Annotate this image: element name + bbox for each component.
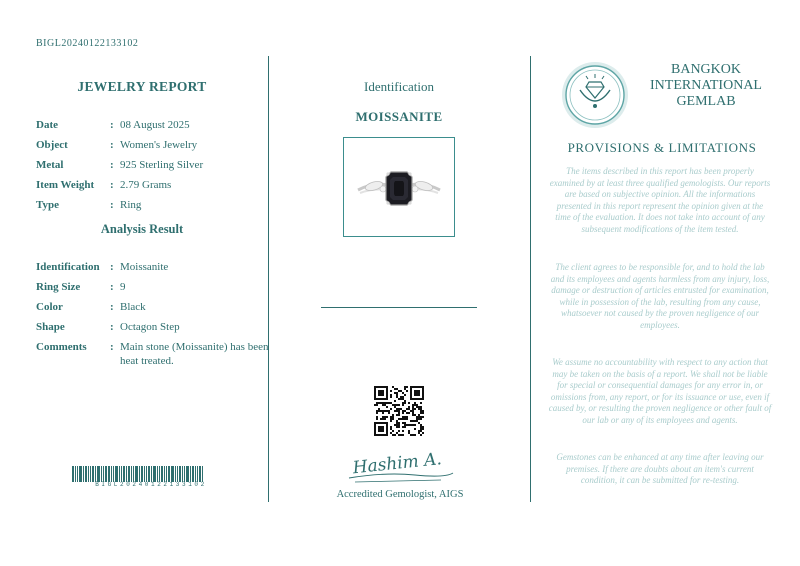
gemologist-title: Accredited Gemologist, AIGS	[336, 489, 464, 500]
barcode-bar	[72, 466, 74, 482]
detail-value: 2.79 Grams	[120, 179, 172, 191]
barcode-bar	[166, 466, 167, 482]
barcode-bar	[92, 466, 94, 482]
barcode-bar	[157, 466, 158, 482]
detail-row-date	[36, 118, 272, 132]
barcode-bar	[113, 466, 114, 482]
barcode-bar	[97, 466, 100, 482]
barcode-bar	[148, 466, 150, 482]
barcode-bar	[164, 466, 165, 482]
detail-label: Type	[36, 199, 60, 211]
colon: :	[110, 261, 114, 273]
barcode-bar	[90, 466, 91, 482]
analysis-row-color	[36, 300, 272, 314]
barcode-bar	[88, 466, 89, 482]
separator-line	[321, 307, 477, 308]
barcode-bar	[186, 466, 189, 482]
barcode-bar	[95, 466, 96, 482]
qr-code	[374, 386, 424, 436]
svg-text:Hashim A.: Hashim A.	[351, 449, 443, 479]
colon: :	[110, 199, 114, 211]
barcode-bar	[126, 466, 127, 482]
analysis-value: Black	[120, 301, 146, 313]
identification-value: MOISSANITE	[355, 109, 443, 124]
barcode-bar	[131, 466, 132, 482]
barcode-bar	[123, 466, 125, 482]
detail-row-weight	[36, 178, 272, 192]
barcode-bar	[151, 466, 152, 482]
detail-value: 925 Sterling Silver	[120, 159, 204, 171]
detail-label: Item Weight	[36, 179, 95, 191]
provision-paragraph-1: The items described in this report has been properly examined by at least three qualified gemologists. Our reports are based on subjective opinion. All the informations presented in this report represent the opinion given at the time of the evaluation. It does not take into account of any subsequent modifications of the item tested.	[549, 166, 771, 234]
details-list	[36, 118, 272, 212]
provisions-title: PROVISIONS & LIMITATIONS	[567, 140, 757, 155]
detail-label: Metal	[36, 159, 64, 171]
barcode-bar	[168, 466, 170, 482]
colon: :	[110, 321, 114, 333]
colon: :	[110, 341, 114, 353]
barcode-bar	[128, 466, 130, 482]
barcode-bar	[171, 466, 174, 482]
identification-label: Identification	[363, 79, 435, 94]
analysis-value: 9	[120, 281, 126, 293]
detail-value: 08 August 2025	[120, 119, 190, 131]
analysis-row-shape	[36, 320, 272, 334]
lab-name-line: BANGKOK	[671, 62, 741, 77]
analysis-label: Shape	[36, 321, 65, 333]
detail-value: Ring	[120, 199, 142, 211]
lab-name-line: GEMLAB	[676, 94, 736, 109]
barcode-bar	[184, 466, 185, 482]
barcode-bar	[139, 466, 140, 482]
barcode-bar	[119, 466, 120, 482]
barcode-bar	[192, 466, 194, 482]
barcode-bar	[79, 466, 82, 482]
detail-row-type	[36, 198, 272, 212]
barcode-bar	[146, 466, 147, 482]
barcode-bar	[199, 466, 201, 482]
barcode	[72, 466, 230, 482]
barcode-bar	[182, 466, 183, 482]
provision-paragraph-2: The client agrees to be responsible for, and to hold the lab and its employees and agents harmless from any injury, loss, damage or destruction of articles entrusted for examination, while in possession of the lab, resulting from any cause, whatsoever not caused by the proven negligence of our employees.	[550, 262, 770, 330]
colon: :	[110, 179, 114, 191]
barcode-bar	[195, 466, 196, 482]
lab-name	[646, 62, 766, 110]
barcode-bar	[115, 466, 118, 482]
barcode-bar	[177, 466, 178, 482]
barcode-bar	[135, 466, 138, 482]
ring-photo	[343, 137, 455, 237]
analysis-row-ring-size	[36, 280, 272, 294]
barcode-bar	[133, 466, 134, 482]
gemlab-emblem	[560, 60, 630, 130]
provision-paragraph-3: We assume no accountability with respect to any action that may be taken on the basis of a report. We shall not be liable for special or consequential damages for any error in, or omissions from, any report, or for its issuance or use, even if caused by, or resulting the proven negligence or other fault of our lab or any of its employees and agents.	[548, 357, 772, 425]
barcode-bar	[121, 466, 122, 482]
detail-label: Object	[36, 139, 68, 151]
detail-label: Date	[36, 119, 58, 131]
barcode-bar	[105, 466, 107, 482]
barcode-bar	[175, 466, 176, 482]
barcode-bar	[161, 466, 163, 482]
barcode-bar	[141, 466, 143, 482]
barcode-bar	[77, 466, 78, 482]
barcode-text: BIGL20240122133102	[95, 481, 207, 488]
barcode-bar	[179, 466, 181, 482]
lab-name-line: INTERNATIONAL	[650, 78, 762, 93]
analysis-row-identification	[36, 260, 272, 274]
report-title: JEWELRY REPORT	[77, 79, 207, 94]
qr-code-image	[374, 386, 424, 436]
signature	[345, 448, 455, 486]
barcode-bar	[85, 466, 87, 482]
colon: :	[110, 139, 114, 151]
detail-row-object	[36, 138, 272, 152]
analysis-label: Comments	[36, 341, 87, 353]
provision-paragraph-4: Gemstones can be enhanced at any time after leaving our premises. If there are doubts about an item's current condition, it can be submitted for re-testing.	[556, 452, 764, 485]
barcode-bar	[111, 466, 112, 482]
analysis-list	[36, 260, 272, 368]
colon: :	[110, 159, 114, 171]
ring-image	[344, 138, 454, 236]
analysis-title: Analysis Result	[100, 222, 184, 236]
signature-image	[345, 448, 455, 486]
divider-right	[530, 56, 531, 502]
barcode-bar	[190, 466, 191, 482]
analysis-value: Main stone (Moissanite) has been heat treated.	[120, 341, 269, 367]
analysis-value: Octagon Step	[120, 321, 180, 333]
barcode-bar	[83, 466, 84, 482]
detail-row-metal	[36, 158, 272, 172]
barcode-bar	[108, 466, 110, 482]
barcode-bar	[101, 466, 102, 482]
colon: :	[110, 301, 114, 313]
barcode-bar	[197, 466, 198, 482]
gemlab-logo	[560, 60, 630, 130]
barcode-bar	[103, 466, 104, 482]
barcode-bar	[159, 466, 160, 482]
analysis-row-comments	[36, 340, 272, 368]
barcode-bar	[202, 466, 203, 482]
analysis-value: Moissanite	[120, 261, 169, 273]
colon: :	[110, 281, 114, 293]
colon: :	[110, 119, 114, 131]
barcode-bar	[144, 466, 145, 482]
barcode-bar	[153, 466, 156, 482]
report-id: BIGL20240122133102	[36, 38, 139, 49]
barcode-bar	[75, 466, 76, 482]
analysis-label: Color	[36, 301, 63, 313]
analysis-label: Ring Size	[36, 281, 81, 293]
detail-value: Women's Jewelry	[120, 139, 198, 151]
analysis-label: Identification	[36, 261, 100, 273]
